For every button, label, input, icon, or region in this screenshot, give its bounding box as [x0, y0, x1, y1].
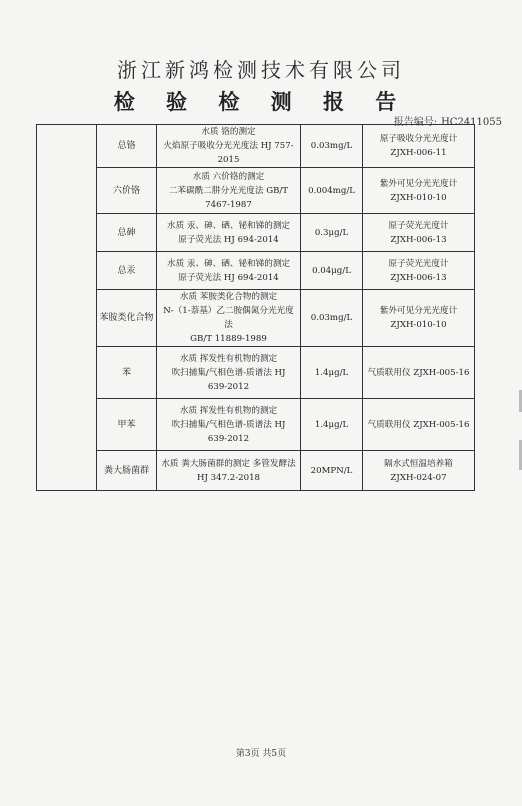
- table-row: [37, 451, 475, 491]
- method-line: GB/T 11889-1989: [190, 334, 267, 344]
- test-method-cell: [157, 399, 301, 451]
- instrument-line: 紫外可见分光光度计: [379, 178, 458, 189]
- table-row: [37, 252, 475, 290]
- test-item-cell: 总铬: [97, 125, 157, 168]
- method-line: 639-2012: [207, 381, 250, 392]
- method-line: 7467-1987: [205, 199, 252, 210]
- merged-category-cell: [37, 125, 97, 491]
- table-row: [37, 214, 475, 252]
- instrument-line: 气质联用仪 ZJXH-005-16: [367, 367, 470, 378]
- table-row: [37, 125, 475, 168]
- table-row: [37, 290, 475, 347]
- instrument-cell: [363, 252, 475, 290]
- test-method-cell: [157, 290, 301, 347]
- detection-limit-cell: 0.3μg/L: [301, 214, 363, 252]
- instrument-line: 原子吸收分光光度计: [379, 134, 458, 144]
- instrument-cell: [363, 347, 475, 399]
- method-line: 吹扫捕集/气相色谱-质谱法 HJ: [171, 367, 286, 378]
- instrument-cell: [363, 168, 475, 214]
- method-line: 639-2012: [207, 433, 250, 444]
- test-method-cell: [157, 125, 301, 168]
- method-line: 水质 六价铬的测定: [192, 171, 265, 182]
- test-item-cell: 甲苯: [97, 399, 157, 451]
- report-number-value: HC2411055: [441, 117, 502, 128]
- instrument-line: ZJXH-010-10: [390, 192, 447, 203]
- method-line: 原子荧光法 HJ 694-2014: [178, 272, 279, 283]
- method-line: 水质 挥发性有机物的测定: [179, 353, 278, 364]
- test-item-cell: 总汞: [97, 252, 157, 290]
- test-method-cell: [157, 168, 301, 214]
- test-item-cell: 苯: [97, 347, 157, 399]
- table-row: [37, 399, 475, 451]
- method-line: 水质 汞、砷、硒、铋和锑的测定: [166, 220, 291, 231]
- method-line: 吹扫捕集/气相色谱-质谱法 HJ: [171, 419, 286, 430]
- instrument-line: 原子荧光光度计: [388, 258, 449, 269]
- company-name: 浙江新鸿检测技术有限公司: [117, 58, 405, 82]
- table-row: [37, 347, 475, 399]
- method-line: HJ 347.2-2018: [196, 472, 261, 483]
- instrument-line: 原子荧光光度计: [388, 220, 449, 231]
- instrument-line: ZJXH-006-13: [390, 234, 447, 245]
- instrument-cell: [363, 290, 475, 347]
- detection-limit-cell: 0.004mg/L: [301, 168, 363, 214]
- detection-limit-cell: 1.4μg/L: [301, 347, 363, 399]
- instrument-line: 隔水式恒温培养箱: [384, 458, 453, 469]
- detection-limit-cell: 1.4μg/L: [301, 399, 363, 451]
- results-table: [36, 124, 475, 491]
- test-method-cell: [157, 451, 301, 491]
- page-footer: 第3页 共5页: [235, 749, 287, 759]
- test-method-cell: [157, 347, 301, 399]
- test-item-cell: 粪大肠菌群: [97, 451, 157, 491]
- method-line: 水质 粪大肠菌群的测定 多管发酵法: [161, 458, 296, 469]
- test-item-cell: 总砷: [97, 214, 157, 252]
- test-item-cell: 苯胺类化合物: [97, 290, 157, 347]
- test-method-cell: [157, 214, 301, 252]
- detection-limit-cell: 0.03mg/L: [301, 125, 363, 168]
- method-line: 水质 汞、砷、硒、铋和锑的测定: [166, 258, 291, 269]
- test-item-cell: 六价铬: [97, 168, 157, 214]
- method-line: 水质 挥发性有机物的测定: [179, 405, 278, 416]
- method-line: 火焰原子吸收分光光度法 HJ 757-2015: [163, 141, 294, 165]
- instrument-line: ZJXH-006-13: [390, 272, 447, 283]
- instrument-line: ZJXH-010-10: [390, 320, 447, 330]
- method-line: N-（1-萘基）乙二胺偶氮分光光度法: [163, 306, 294, 330]
- method-line: 水质 苯胺类化合物的测定: [179, 292, 278, 302]
- instrument-cell: [363, 125, 475, 168]
- method-line: 原子荧光法 HJ 694-2014: [178, 234, 279, 245]
- table-row: [37, 168, 475, 214]
- test-method-cell: [157, 252, 301, 290]
- method-line: 二苯碳酰二肼分光光度法 GB/T: [168, 185, 289, 196]
- results-table-body: [37, 125, 475, 491]
- instrument-line: ZJXH-024-07: [390, 472, 447, 483]
- instrument-cell: [363, 399, 475, 451]
- detection-limit-cell: 20MPN/L: [301, 451, 363, 491]
- instrument-line: 气质联用仪 ZJXH-005-16: [367, 419, 470, 430]
- detection-limit-cell: 0.03mg/L: [301, 290, 363, 347]
- instrument-line: ZJXH-006-11: [390, 148, 447, 158]
- detection-limit-cell: 0.04μg/L: [301, 252, 363, 290]
- method-line: 水质 铬的测定: [201, 127, 256, 137]
- report-number-label: 报告编号:: [393, 117, 438, 128]
- instrument-cell: [363, 214, 475, 252]
- report-title: 检 验 检 测 报 告: [113, 90, 409, 114]
- instrument-cell: [363, 451, 475, 491]
- instrument-line: 紫外可见分光光度计: [379, 306, 458, 316]
